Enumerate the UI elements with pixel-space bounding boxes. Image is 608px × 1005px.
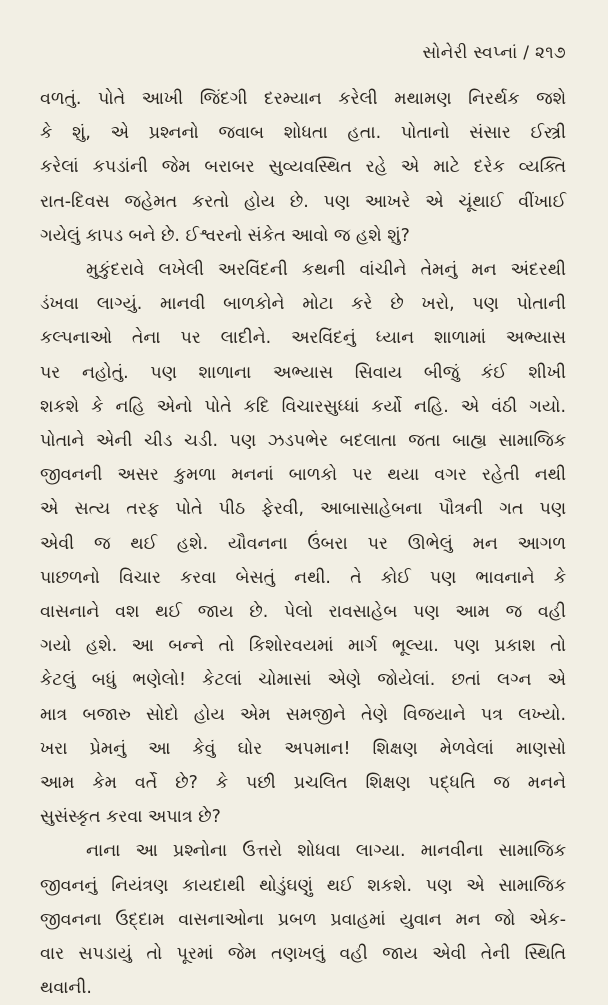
text-line: રાત-દિવસ જહેમત કરતો હોય છે. પણ આખરે એ ચૂંથાઈ વીંખાઈ (40, 191, 566, 212)
text-line: શકશે કે નહિ એનો પોતે કદિ વિચારસુધ્ધાં કર્યો નહિ. એ વંઠી ગયો. (40, 396, 566, 417)
text-line: પોતાને એની ચીડ ચડી. પણ ઝડપભેર બદલાતા જતા બાહ્ય સામાજિક (40, 431, 566, 452)
text-line: થવાની. (40, 978, 92, 999)
text-line: જીવનના ઉદ્દામ વાસનાઓના પ્રબળ પ્રવાહમાં યુવાન મન જો એક- (40, 909, 566, 930)
text-line: મુકુંદરાવે લખેલી અરવિંદની કથની વાંચીને તેમનું મન અંદરથી (86, 260, 566, 281)
text-line: કલ્પનાઓ તેના પર લાદીને. અરવિંદનું ધ્યાન શાળામાં અભ્યાસ (40, 328, 566, 349)
text-line: નાના આ પ્રશ્નોના ઉત્તરો શોધવા લાગ્યા. માનવીના સામાજિક (86, 841, 566, 862)
paragraph (40, 253, 566, 834)
text-line: કેટલું બધું ભણેલો! કેટલાં ચોમાસાં એણે જોયેલાં. છતાં લગ્ન એ (40, 670, 566, 691)
text-line: ખરા પ્રેમનું આ કેવું ઘોર અપમાન! શિક્ષણ મેળવેલાં માણસો (40, 738, 566, 759)
paragraph (40, 834, 566, 1005)
text-line: કે શું, એ પ્રશ્નનો જવાબ શોધતા હતા. પોતાનો સંસાર ઈસ્ત્રી (40, 123, 566, 144)
text-line: ગયેલું કાપડ બને છે. ઈશ્વરનો સંકેત આવો જ હશે શું? (40, 225, 410, 246)
text-line: વાસનાને વશ થઈ જાય છે. પેલો રાવસાહેબ પણ આમ જ વહી (40, 602, 566, 623)
text-line: વાર સપડાયું તો પૂરમાં જેમ તણખલું વહી જાય એવી તેની સ્થિતિ (40, 944, 566, 965)
paragraph (40, 82, 566, 253)
text-line: પર નહોતું. પણ શાળાના અભ્યાસ સિવાય બીજું કંઈ શીખી (40, 362, 566, 383)
text-line: આમ કેમ વર્તે છે? કે પછી પ્રચલિત શિક્ષણ પદ્ધતિ જ મનને (40, 773, 566, 794)
running-header (40, 42, 566, 82)
text-line: પાછળનો વિચાર કરવા બેસતું નથી. તે કોઈ પણ ભાવનાને કે (40, 567, 566, 588)
running-title: સોનેરી સ્વપ્નાં / ૨૧૭ (422, 43, 566, 63)
text-line: સુસંસ્કૃત કરવા અપાત્ર છે? (40, 807, 221, 828)
text-line: એવી જ થઈ હશે. યૌવનના ઉંબરા પર ઊભેલું મન આગળ (40, 533, 566, 554)
text-line: કરેલાં કપડાંની જેમ બરાબર સુવ્યવસ્થિત રહે એ માટે દરેક વ્યક્તિ (40, 157, 566, 178)
body-text (40, 82, 566, 1005)
text-line: માત્ર બજારુ સોદો હોય એમ સમજીને તેણે વિજયાને પત્ર લખ્યો. (40, 704, 566, 725)
text-line: ગયો હશે. આ બન્ને તો કિશોરવયમાં માર્ગ ભૂલ્યા. પણ પ્રકાશ તો (40, 636, 566, 657)
text-line: જીવનની અસર કુમળા મનનાં બાળકો પર થયા વગર રહેતી નથી (40, 465, 566, 486)
text-line: ડંખવા લાગ્યું. માનવી બાળકોને મોટા કરે છે ખરો, પણ પોતાની (40, 294, 566, 315)
text-line: જીવનનું નિયંત્રણ કાયદાથી થોડુંઘણું થઈ શકશે. પણ એ સામાજિક (40, 875, 566, 896)
text-line: વળતું. પોતે આખી જિંદગી દરમ્યાન કરેલી મથામણ નિરર્થક જશે (40, 89, 566, 109)
text-line: એ સત્ય તરફ પોતે પીઠ ફેરવી, આબાસાહેબના પૌત્રની ગત પણ (40, 499, 566, 520)
